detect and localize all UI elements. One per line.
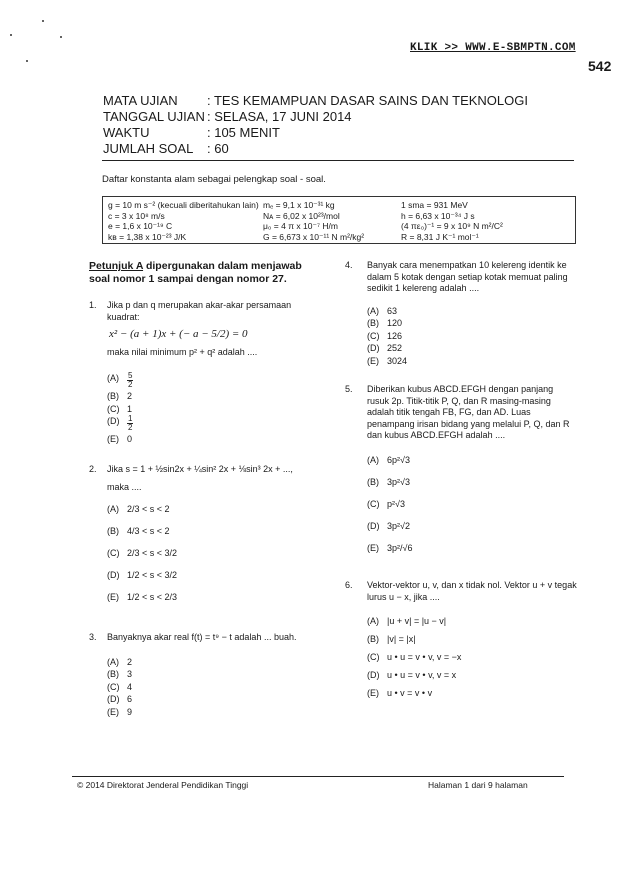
constants-col-2 <box>263 200 364 242</box>
constant: mₑ = 9,1 x 10⁻³¹ kg <box>263 200 335 210</box>
answer-option[interactable]: (D) $\frac{1}{2}$ <box>107 414 133 432</box>
answer-option[interactable]: (B) 2 <box>107 391 133 401</box>
answer-option[interactable]: (E) 0 <box>107 434 133 444</box>
answer-option[interactable]: (D) 6 <box>107 694 133 704</box>
instructions <box>89 260 319 286</box>
constant: kʙ = 1,38 x 10⁻²³ J/K <box>108 231 187 242</box>
question-number: 2. <box>89 464 97 474</box>
answer-option[interactable]: (A) 2 <box>107 656 133 667</box>
question-text: Vektor-vektor u, v, dan x tidak nol. Vektor u + v tegak lurus u − x, jika .... <box>367 580 577 602</box>
answer-option[interactable]: (D) 1/2 < s < 3/2 <box>107 570 178 580</box>
constant: Nᴀ = 6,02 x 10²³/mol <box>263 210 340 221</box>
constant: h = 6,63 x 10⁻³⁴ J s <box>401 210 475 221</box>
constant: g = 10 m s⁻² (kecuali diberitahukan lain) <box>108 200 259 210</box>
scan-speck <box>60 36 62 38</box>
question-equation: x² − (a + 1)x + (− a − 5/2) = 0 <box>109 328 248 340</box>
footer-divider <box>72 776 564 777</box>
answer-option[interactable]: (E) 1/2 < s < 2/3 <box>107 592 178 602</box>
constant: 1 sma = 931 MeV <box>401 200 468 210</box>
question-text: Banyaknya akar real f(t) = t⁹ − t adalah ... buah. <box>107 632 297 642</box>
question-text: Jika s = 1 + ½sin2x + ¼sin² 2x + ⅛sin³ 2x + ..., <box>107 464 293 474</box>
question-3 <box>89 632 319 718</box>
constant: R = 8,31 J K⁻¹ mol⁻¹ <box>401 231 479 242</box>
constant: G = 6,673 x 10⁻¹¹ N m²/kg² <box>263 231 365 242</box>
answer-option[interactable]: (D) 3p²√2 <box>367 520 410 531</box>
answer-option[interactable]: (E) 9 <box>107 706 133 717</box>
question-number: 3. <box>89 632 97 642</box>
instructions-text: dipergunakan dalam menjawab soal nomor 1 sampai dengan nomor 27. <box>89 260 302 285</box>
question-4 <box>345 260 577 367</box>
constant: e = 1,6 x 10⁻¹⁹ C <box>108 221 173 231</box>
answer-option[interactable]: (C) 1 <box>107 403 133 414</box>
question-text: Jika p dan q merupakan akar-akar persamaan kuadrat: <box>107 300 292 322</box>
question-1 <box>89 300 319 446</box>
meta-key: MATA UJIAN <box>103 93 178 108</box>
constant: (4 πε₀)⁻¹ = 9 x 10⁹ N m²/C² <box>401 221 503 231</box>
meta-value: : TES KEMAMPUAN DASAR SAINS DAN TEKNOLOGI <box>207 93 528 108</box>
answer-option[interactable]: (D) u • u = v • v, v = x <box>367 670 457 680</box>
answer-option[interactable]: (A) 2/3 < s < 2 <box>107 504 170 514</box>
meta-key: JUMLAH SOAL <box>103 141 194 156</box>
meta-key: WAKTU <box>103 125 150 140</box>
question-5 <box>345 384 577 566</box>
answer-option[interactable]: (E) u • v = v • v <box>367 688 433 698</box>
constants-box <box>102 196 576 244</box>
answer-option[interactable]: (E) 3p²/√6 <box>367 542 413 553</box>
meta-value: : SELASA, 17 JUNI 2014 <box>207 109 352 124</box>
question-text: maka nilai minimum p² + q² adalah .... <box>107 346 258 357</box>
answer-option[interactable]: (A) |u + v| = |u − v| <box>367 616 447 626</box>
question-text: maka .... <box>107 481 142 492</box>
answer-option[interactable]: (E) 3024 <box>367 355 408 366</box>
answer-option[interactable]: (B) |v| = |x| <box>367 634 416 644</box>
exam-meta <box>103 93 528 157</box>
constant: μ₀ = 4 π x 10⁻⁷ H/m <box>263 221 338 231</box>
header-link[interactable]: KLIK >> WWW.E-SBMPTN.COM <box>410 42 576 54</box>
question-number: 6. <box>345 580 353 590</box>
meta-value: : 105 MENIT <box>207 125 280 140</box>
footer-copyright: © 2014 Direktorat Jenderal Pendidikan Tinggi <box>77 780 249 790</box>
footer-page: Halaman 1 dari 9 halaman <box>428 780 528 790</box>
question-2 <box>89 464 329 613</box>
meta-key: TANGGAL UJIAN <box>103 109 205 124</box>
question-number: 5. <box>345 384 353 394</box>
answer-option[interactable]: (A) 6p²√3 <box>367 454 410 465</box>
meta-value: : 60 <box>207 141 229 156</box>
answer-option[interactable]: (B) 4/3 < s < 2 <box>107 526 170 536</box>
answer-option[interactable]: (C) 2/3 < s < 3/2 <box>107 548 178 558</box>
question-number: 4. <box>345 260 353 270</box>
answer-option[interactable]: (B) 3 <box>107 669 133 679</box>
answer-option[interactable]: (B) 3p²√3 <box>367 476 410 487</box>
scan-speck <box>42 20 44 22</box>
answer-option[interactable]: (C) p²√3 <box>367 498 405 509</box>
question-text: Diberikan kubus ABCD.EFGH dengan panjang rusuk 2p. Titik-titik P, Q, dan R masing-masing adalah titik tengah FB, FG, dan AD. Luas penampang irisan bidang yang melalui P, Q, dan R dan kubus ABCD.EFGH adalah .... <box>367 384 570 440</box>
question-text: Banyak cara menempatkan 10 kelereng identik ke dalam 5 kotak dengan setiap kotak memuat paling sedikit 1 kelereng adalah .... <box>367 260 568 293</box>
answer-option[interactable]: (D) 252 <box>367 343 403 353</box>
answer-option[interactable]: (A) $\frac{5}{2}$ <box>107 371 133 389</box>
answer-option[interactable]: (C) 4 <box>107 681 133 692</box>
answer-option[interactable]: (B) 120 <box>367 318 403 328</box>
constants-col-1 <box>108 200 259 242</box>
question-6 <box>345 580 577 705</box>
answer-option[interactable]: (A) 63 <box>367 305 398 316</box>
question-number: 1. <box>89 300 97 310</box>
answer-option[interactable]: (C) 126 <box>367 330 403 341</box>
instructions-label: Petunjuk A <box>89 260 144 272</box>
scan-speck <box>10 34 12 36</box>
divider <box>102 160 574 161</box>
constants-col-3 <box>401 200 503 242</box>
constants-title: Daftar konstanta alam sebagai pelengkap soal - soal. <box>102 174 326 185</box>
page-code: 542 <box>588 58 612 74</box>
scan-speck <box>26 60 28 62</box>
constant: c = 3 x 10⁸ m/s <box>108 210 165 221</box>
answer-option[interactable]: (C) u • u = v • v, v = −x <box>367 652 462 662</box>
